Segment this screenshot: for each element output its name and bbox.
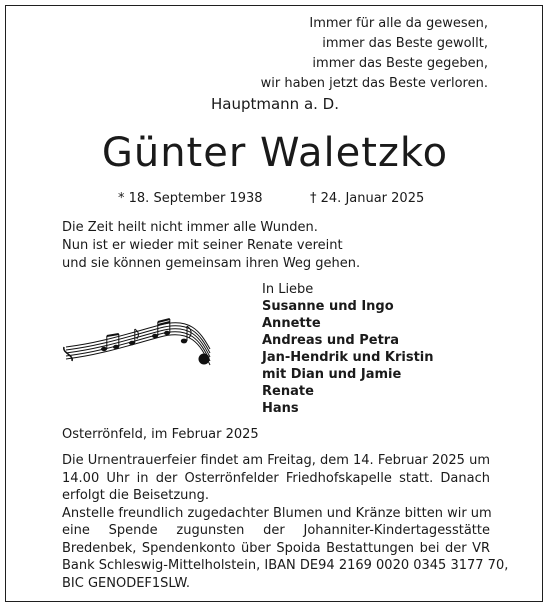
birth-date: * 18. September 1938 [118,191,263,206]
info-line: Bredenbek, Spendenkonto über Spoida Bestattungen bei der VR [62,540,490,556]
family-name: mit Dian und Jamie [262,367,402,382]
family-name: Renate [262,384,314,399]
info-line: erfolgt die Beisetzung. [62,488,210,503]
info-line: 14.00 Uhr in der Osterrönfelder Friedhofskapelle statt. Danach [62,470,490,486]
family-signature [262,281,434,417]
info-line: Die Urnentrauerfeier findet am Freitag, dem 14. Februar 2025 um [62,453,490,468]
deceased-name: Günter Waletzko [101,130,449,176]
poem-line: immer das Beste gegeben, [312,56,488,71]
funeral-information [62,452,509,592]
verse-line: Nun ist er wieder mit seiner Renate vereint [62,238,343,253]
family-name: Hans [262,401,299,416]
death-date: † 24. Januar 2025 [310,191,425,206]
info-line: eine Spende zugunsten der Johanniter-Kindertagesstätte [62,523,490,538]
poem [188,15,488,95]
family-name: Andreas und Petra [262,333,399,348]
family-name: Susanne und Ingo [262,299,394,314]
family-intro: In Liebe [262,282,314,297]
verse-line: und sie können gemeinsam ihren Weg gehen. [62,256,361,271]
info-line: Bank Schleswig-Mittelholstein, IBAN DE94 2169 0020 0345 3177 70, [62,558,509,573]
family-name: Jan-Hendrik und Kristin [262,350,434,365]
place-and-date: Osterrönfeld, im Februar 2025 [62,427,259,442]
poem-line: immer das Beste gewollt, [322,36,488,51]
rank-title: Hauptmann a. D. [210,95,339,113]
info-line: BIC GENODEF1SLW. [62,575,190,591]
music-notes-icon [60,303,220,383]
poem-line: Immer für alle da gewesen, [309,16,488,31]
verse-line: Die Zeit heilt nicht immer alle Wunden. [62,220,318,235]
verse [62,219,360,273]
poem-line: wir haben jetzt das Beste verloren. [260,76,488,91]
family-name: Annette [262,316,321,331]
info-line: Anstelle freundlich zugedachter Blumen und Kränze bitten wir um [62,505,492,521]
